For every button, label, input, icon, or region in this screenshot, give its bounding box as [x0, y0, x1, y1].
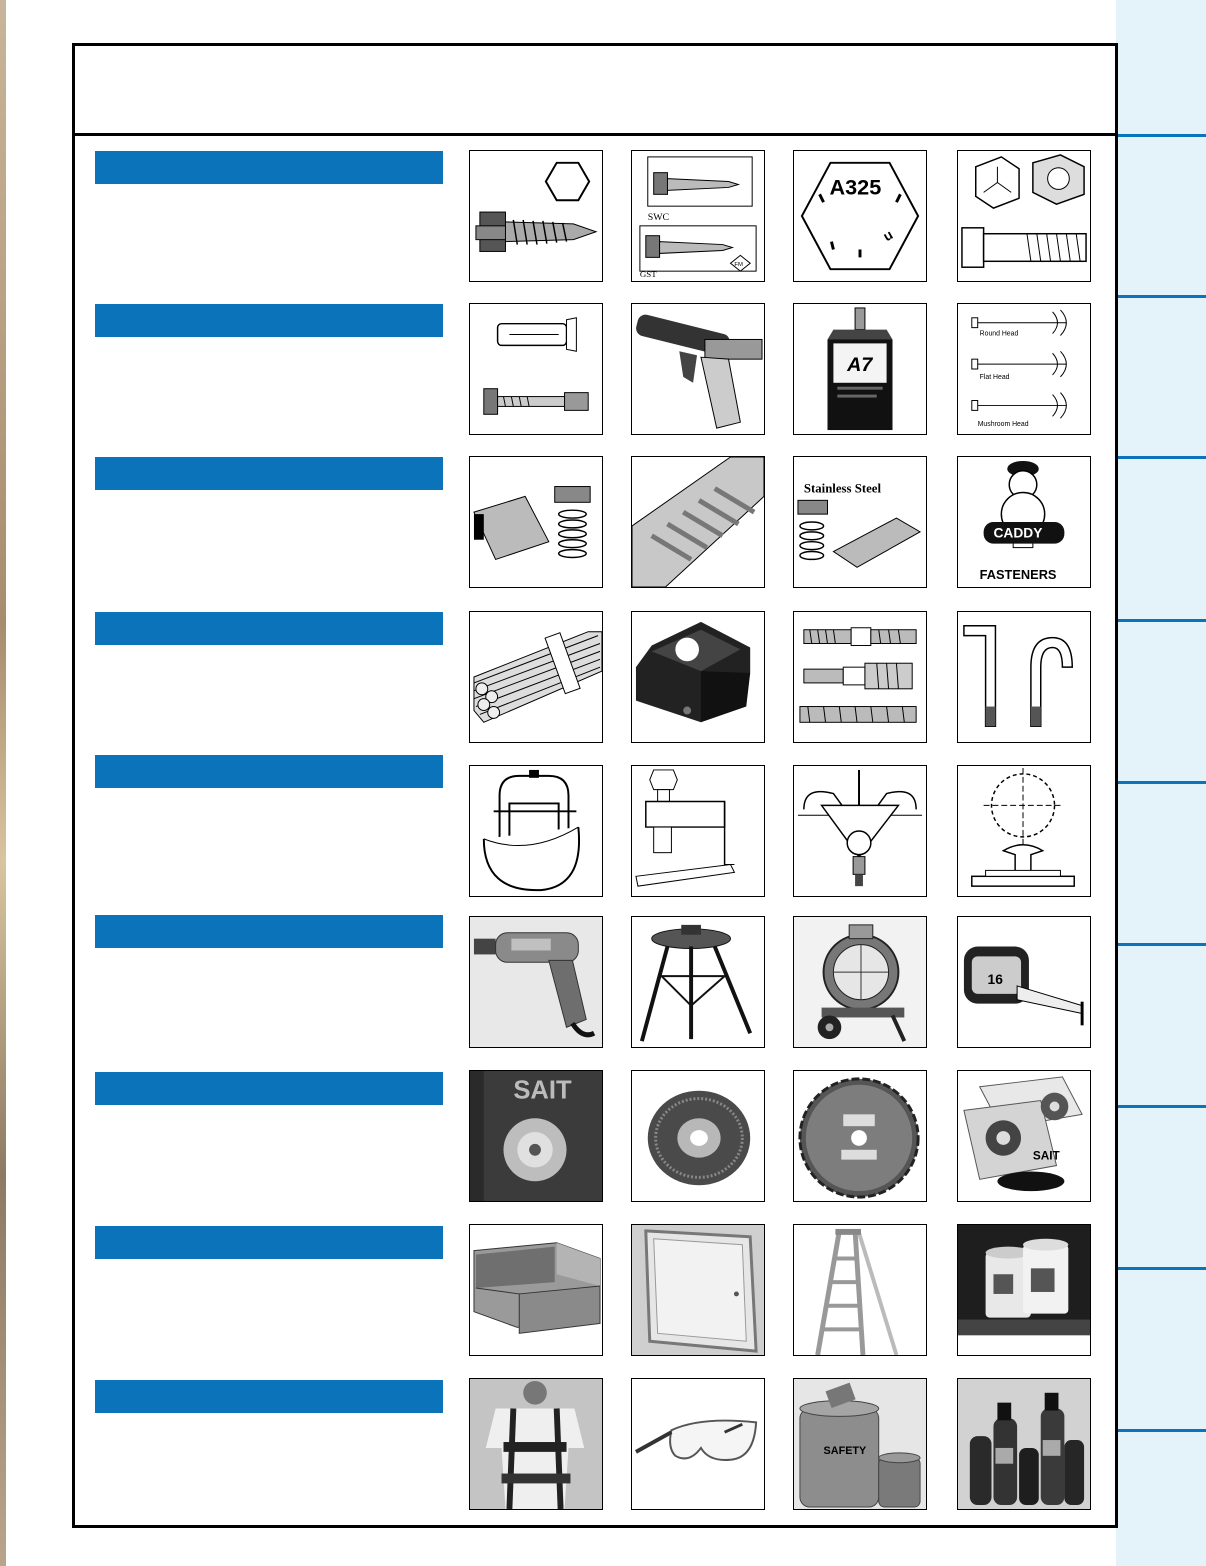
caddy-brand: CADDY [993, 525, 1043, 541]
threaded-rod-bundle-icon [470, 612, 602, 742]
wire-wheel-icon [632, 1071, 764, 1201]
section-tab-divider[interactable] [1116, 456, 1206, 459]
sanding-discs-thumbnail[interactable] [957, 1070, 1091, 1202]
spring-nut-thumbnail[interactable] [469, 456, 603, 588]
flat-head-label: Flat Head [979, 373, 1010, 381]
hex-bolt-nut-thumbnail[interactable] [957, 150, 1091, 282]
tape-measure-icon [958, 917, 1090, 1047]
stainless-steel-label: Stainless Steel [803, 481, 882, 496]
fire-extinguishers-icon [958, 1379, 1090, 1509]
section-tab-divider[interactable] [1116, 619, 1206, 622]
beam-clamp-icon [632, 766, 764, 896]
dispensing-gun-thumbnail[interactable] [631, 303, 765, 435]
safety-glasses-thumbnail[interactable] [631, 1378, 765, 1510]
adhesive-cartridge-thumbnail[interactable] [793, 303, 927, 435]
category-bar-7[interactable] [95, 1072, 443, 1105]
safety-glasses-icon [632, 1379, 764, 1509]
stainless-spring-nut-thumbnail[interactable] [793, 456, 927, 588]
studs-thumbnail[interactable] [793, 611, 927, 743]
fm-mark: FM [734, 262, 743, 269]
diamond-blade-icon [794, 1071, 926, 1201]
fasteners-label: FASTENERS [979, 567, 1057, 583]
beam-clamp-thumbnail[interactable] [631, 765, 765, 897]
access-door-thumbnail[interactable] [631, 1224, 765, 1356]
adhesive-cartridge-icon [794, 304, 926, 434]
beam-trolley-icon [794, 766, 926, 896]
safety-harness-icon [470, 1379, 602, 1509]
rod-coupling-block-icon [632, 612, 764, 742]
rod-coupling-block-thumbnail[interactable] [631, 611, 765, 743]
safety-cans-thumbnail[interactable] [793, 1378, 927, 1510]
hex-bolt-nut-icon [958, 151, 1090, 281]
cutoff-wheel-thumbnail[interactable] [469, 1070, 603, 1202]
category-bar-6[interactable] [95, 915, 443, 948]
caddy-mascot-icon [958, 457, 1090, 587]
cutoff-wheel-icon [470, 1071, 602, 1201]
a325-bolt-head-thumbnail[interactable] [793, 150, 927, 282]
category-bar-8[interactable] [95, 1226, 443, 1259]
a325-marking: A325 [829, 174, 882, 200]
toggle-bolts-icon [958, 304, 1090, 434]
sait-brand: SAIT [513, 1076, 572, 1105]
pail-containers-thumbnail[interactable] [957, 1224, 1091, 1356]
category-bar-2[interactable] [95, 304, 443, 337]
self-drilling-screw-thumbnail[interactable] [469, 150, 603, 282]
step-ladder-icon [794, 1225, 926, 1355]
safety-can-label: SAFETY [823, 1444, 867, 1457]
round-head-label: Round Head [979, 330, 1019, 338]
sait-brand-disc: SAIT [1032, 1148, 1060, 1163]
channel-strut-icon [632, 457, 764, 587]
j-bolts-icon [958, 612, 1090, 742]
svg-text:u: u [880, 227, 896, 245]
caddy-mascot-thumbnail[interactable] [957, 456, 1091, 588]
pipe-roll-stand-thumbnail[interactable] [957, 765, 1091, 897]
drill-icon [470, 917, 602, 1047]
a7-label: A7 [847, 353, 873, 376]
section-tab-divider[interactable] [1116, 1105, 1206, 1108]
tape-size-label: 16 [987, 971, 1003, 987]
tripod-vise-icon [632, 917, 764, 1047]
page-edge [0, 0, 6, 1566]
category-bar-1[interactable] [95, 151, 443, 184]
drill-thumbnail[interactable] [469, 916, 603, 1048]
pail-containers-icon [958, 1225, 1090, 1355]
header-divider [75, 133, 1115, 136]
wood-screws-thumbnail[interactable] [631, 150, 765, 282]
tape-measure-thumbnail[interactable] [957, 916, 1091, 1048]
fire-extinguishers-thumbnail[interactable] [957, 1378, 1091, 1510]
swc-label: SWC [647, 211, 670, 223]
step-ladder-thumbnail[interactable] [793, 1224, 927, 1356]
job-box-thumbnail[interactable] [469, 1224, 603, 1356]
wedge-anchor-thumbnail[interactable] [469, 303, 603, 435]
section-tab-divider[interactable] [1116, 1267, 1206, 1270]
a325-bolt-head-icon [794, 151, 926, 281]
wire-wheel-thumbnail[interactable] [631, 1070, 765, 1202]
pipe-hanger-icon [470, 766, 602, 896]
spring-nut-icon [470, 457, 602, 587]
channel-strut-thumbnail[interactable] [631, 456, 765, 588]
section-tab-divider[interactable] [1116, 1429, 1206, 1432]
j-bolts-thumbnail[interactable] [957, 611, 1091, 743]
mushroom-head-label: Mushroom Head [977, 421, 1029, 429]
category-bar-5[interactable] [95, 755, 443, 788]
threaded-rod-bundle-thumbnail[interactable] [469, 611, 603, 743]
category-bar-3[interactable] [95, 457, 443, 490]
section-tab-divider[interactable] [1116, 943, 1206, 946]
pipe-threader-icon [794, 917, 926, 1047]
section-tab-divider[interactable] [1116, 134, 1206, 137]
catalog-contents-panel [72, 43, 1118, 1528]
safety-cans-icon [794, 1379, 926, 1509]
wood-screw-icon [632, 151, 764, 281]
beam-trolley-thumbnail[interactable] [793, 765, 927, 897]
access-door-icon [632, 1225, 764, 1355]
studs-icon [794, 612, 926, 742]
section-tab-divider[interactable] [1116, 781, 1206, 784]
pipe-threader-thumbnail[interactable] [793, 916, 927, 1048]
diamond-blade-thumbnail[interactable] [793, 1070, 927, 1202]
category-bar-9[interactable] [95, 1380, 443, 1413]
pipe-roll-stand-icon [958, 766, 1090, 896]
dispensing-gun-icon [632, 304, 764, 434]
hex-washer-screw-icon [470, 151, 602, 281]
wedge-anchor-icon [470, 304, 602, 434]
job-box-icon [470, 1225, 602, 1355]
section-tab-sidebar [1116, 0, 1206, 1566]
pipe-hanger-thumbnail[interactable] [469, 765, 603, 897]
tripod-vise-thumbnail[interactable] [631, 916, 765, 1048]
safety-harness-thumbnail[interactable] [469, 1378, 603, 1510]
section-tab-divider[interactable] [1116, 295, 1206, 298]
toggle-bolts-thumbnail[interactable] [957, 303, 1091, 435]
sanding-discs-icon [958, 1071, 1090, 1201]
stainless-spring-nut-icon [794, 457, 926, 587]
gst-label: GST [639, 269, 657, 280]
category-bar-4[interactable] [95, 612, 443, 645]
